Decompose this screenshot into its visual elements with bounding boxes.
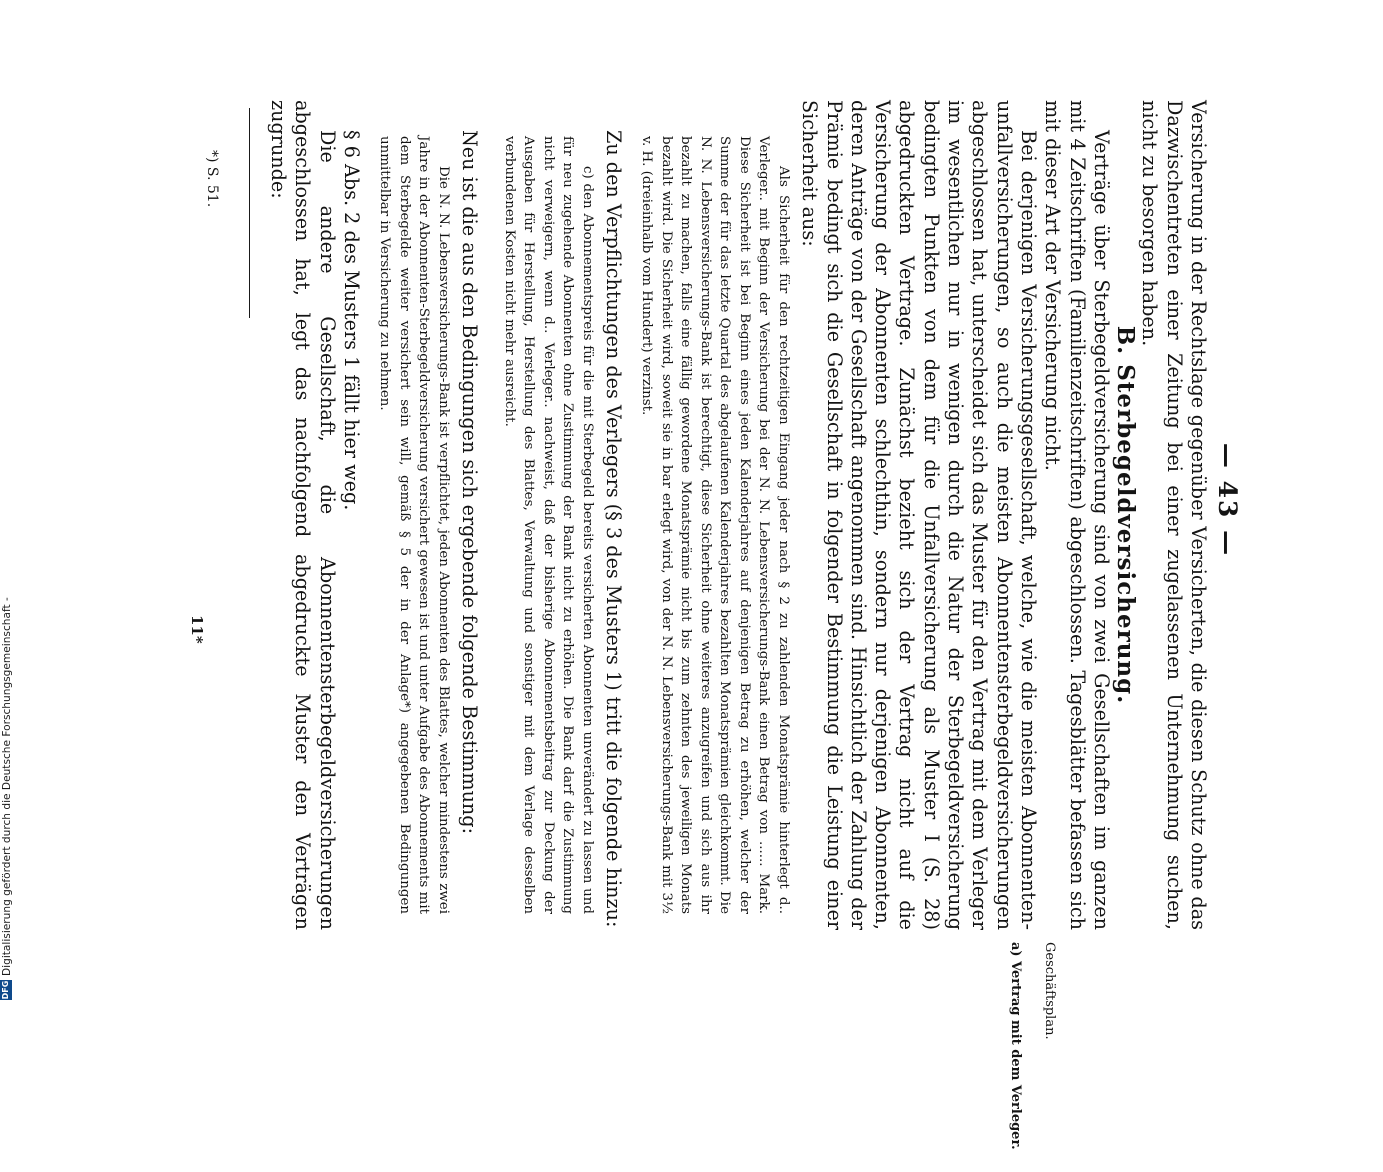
paragraph-new-provision: Neu ist die aus den Bedingungen sich ergebende folgende Bestimmung: [458,130,482,835]
section-heading: B. Sterbegeldversicherung. [1112,325,1140,705]
paragraph-contracts: Verträge über Sterbegeldversicherung sind von zwei Gesellschaften im ganzen mit 4 Zeitschriften (Familienzeitschriften) abgeschlossen. Tagesblätter befassen sich mit dieser Art der Versicherung nicht. [1041,100,1113,930]
quoted-clause-c: c) den Abonnementspreis für die mit Sterbegeld bereits versicherten Abonnenten unverändert zu lassen und für neu zugehende Abonnenten ohne Zustimmung der Bank nicht zu erhöhen. Die Bank darf die Zustimmung nicht verweigern, wenn d.. Verleger.. nachweist, daß der bisherige Abonnementsbeitrag zur Deckung der Ausgaben für Herstellung, Herstellung des Blattes, Verwaltung und sonstiger mit dem Verlage desselben verbundenen Kosten nicht mehr ausreicht. [501,136,595,914]
paragraph-obligations: Zu den Verpflichtungen des Verlegers (§ 3 des Musters 1) tritt die folgende hinzu: [601,130,625,928]
margin-note-business-plan: Geschäftsplan. [1042,942,1057,1040]
page-number: — 43 — [1213,442,1242,558]
paragraph-section-6: § 6 Abs. 2 des Musters 1 fällt hier weg. [339,130,363,511]
rotated-page [98,0,1268,1150]
credit-text: Digitalisierung gefördert durch die Deutsche Forschungsgemeinschaft - [1,597,13,976]
quoted-clause-security: Als Sicherheit für den rechtzeitigen Eingang jeder nach § 2 zu zahlenden Monatsprämie hinterlegt d.. Verleger.. mit Beginn der Versicherung bei der N. N. Lebensversicherungs-Bank einen Betrag von ...... Mark. Diese Sicherheit ist bei Beginn eines jeden Kalenderjahres auf denjenigen Betrag zu erhöhen, welcher der Summe der für das letzte Quartal des abgelaufenen Kalenderjahres bezahlten Monatsprämien gleichkommt. Die N. N. Lebensversicherungs-Bank ist berechtigt, diese Sicherheit ohne weiteres anzugreifen und sich aus ihr bezahlt zu machen, falls eine fällig gewordene Monatsprämie nicht bis zum zehnten des jeweiligen Monats bezahlt wird. Die Sicherheit wird, soweit sie in bar erlegt wird, von der N. N. Lebensversicherungs-Bank mit 3½ v. H. (dreieinhalb vom Hundert) verzinst. [639,136,791,914]
paragraph-insurer: Bei derjenigen Versicherungsgesellschaft, welche, wie die meisten Abonnenten-unfallversicherungen, so auch die meisten Abonnentensterbegeldversicherungen abgeschlossen hat, unterscheidet sich das Muster für den Vertrag mit dem Verleger im wesentlichen nur in wenigen durch die Natur der Sterbegeldversicherung bedingten Punkten von dem für die Unfallversicherung als Muster I (S. 28) abgedruckten Vertrage. Zunächst bezieht sich der Vertrag nicht auf die Versicherung der Abonnenten schlechthin, sondern nur derjenigen Abonnenten, deren Anträge von der Gesellschaft angenommen sind. Hinsichtlich der Zahlung der Prämie bedingt sich die Gesellschaft in folgender Bestimmung die Leistung einer Sicherheit aus: [798,100,1040,930]
digitization-credit [0,590,14,1000]
footnote: *) S. 51. [204,150,220,208]
sheet-signature: 11* [188,615,206,644]
paragraph-other-company: Die andere Gesellschaft, die Abonnentensterbegeldversicherungen abgeschlossen hat, legt das nachfolgend abgedruckte Muster den Verträgen zugrunde: [266,100,339,930]
margin-note-publisher-contract: a) Vertrag mit dem Verleger. [1008,942,1023,1150]
quoted-clause-bank: Die N. N. Lebensversicherungs-Bank ist verpflichtet, jeden Abonnenten des Blattes, welcher mindestens zwei Jahre in der Abonnenten-Sterbegeldversicherung versichert gewesen ist und unter Aufgabe des Abonnements mit dem Sterbegelde weiter versichert sein will, gemäß § 5 der in der Anlage*) angegebenen Bedingungen unmittelbar in Versicherung zu nehmen. [377,136,451,914]
body-text [266,100,1210,930]
footnote-rule [249,108,250,318]
paragraph-continuation: Versicherung in der Rechtslage gegenüber Versicherten, die diesen Schutz ohne das Dazwischentreten einer Zeitung bei einer zugelassenen Unternehmung suchen, nicht zu besorgen haben. [1138,100,1210,930]
dfg-logo-icon: DFG [1,980,10,1000]
